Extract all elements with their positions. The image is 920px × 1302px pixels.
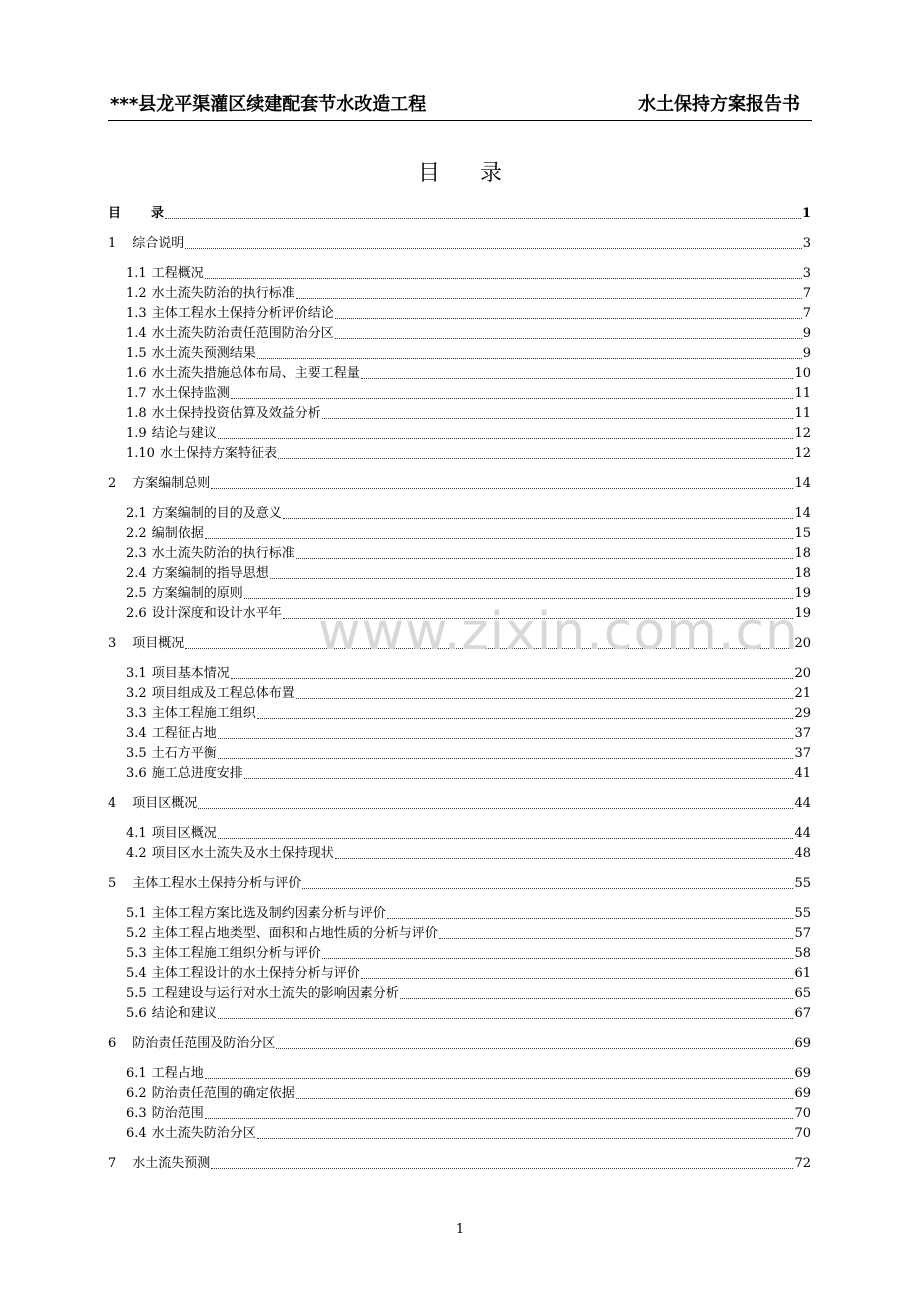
toc-entry-number: 5.5 <box>126 986 147 1001</box>
toc-subsection-row[interactable] <box>126 566 811 582</box>
toc-entry-number: 1.4 <box>126 326 147 341</box>
toc-entry-label <box>126 846 334 862</box>
toc-entry-number: 6 <box>108 1036 117 1051</box>
toc-entry-number: 1.8 <box>126 406 147 421</box>
toc-dot-leader <box>205 527 794 539</box>
toc-entry-label <box>126 426 217 442</box>
toc-dot-leader <box>296 547 794 559</box>
toc-entry-label <box>126 1066 204 1082</box>
toc-dot-leader <box>296 687 794 699</box>
toc-entry-text: 施工总进度安排 <box>151 766 243 781</box>
toc-entry-number: 1.7 <box>126 386 147 401</box>
toc-dot-leader <box>205 1067 794 1079</box>
toc-dot-leader <box>218 727 794 739</box>
toc-dot-leader <box>257 347 802 359</box>
toc-dot-leader <box>205 1107 794 1119</box>
toc-entry-label <box>126 1086 295 1102</box>
toc-entry-text: 水土流失防治分区 <box>151 1126 256 1141</box>
toc-entry-text: 项目区水土流失及水土保持现状 <box>151 846 334 861</box>
toc-entry-text: 主体工程施工组织 <box>151 706 256 721</box>
toc-entry-number: 2.4 <box>126 566 147 581</box>
toc-entry-label <box>126 586 243 602</box>
toc-entry-text: 水土流失防治的执行标准 <box>151 286 295 301</box>
toc-entry-text: 项目基本情况 <box>151 666 230 681</box>
toc-page-number: 70 <box>794 1126 811 1141</box>
toc-entry-text: 方案编制的原则 <box>151 586 243 601</box>
toc-page-number: 3 <box>802 236 811 251</box>
toc-page-number: 55 <box>794 906 811 921</box>
toc-dot-leader <box>361 367 794 379</box>
toc-entry-label <box>126 726 217 742</box>
toc-entry-text: 方案编制的目的及意义 <box>151 506 282 521</box>
toc-entry-number: 5.4 <box>126 966 147 981</box>
toc-section-row[interactable] <box>108 236 811 252</box>
toc-entry-label <box>108 876 301 892</box>
toc-entry-number: 3.2 <box>126 686 147 701</box>
toc-entry-label <box>126 386 230 402</box>
toc-entry-text: 录 <box>151 206 165 221</box>
toc-entry-number: 1.9 <box>126 426 147 441</box>
toc-page-number: 69 <box>794 1066 811 1081</box>
toc-entry-label <box>108 796 197 812</box>
toc-dot-leader <box>185 237 801 249</box>
toc-section-row[interactable] <box>108 796 811 812</box>
toc-entry-text: 主体工程设计的水土保持分析与评价 <box>151 966 360 981</box>
toc-entry-text: 工程占地 <box>151 1066 204 1081</box>
toc-dot-leader <box>361 967 794 979</box>
toc-dot-leader <box>283 507 794 519</box>
toc-dot-leader <box>322 947 794 959</box>
toc-entry-text: 水土保持投资估算及效益分析 <box>151 406 321 421</box>
toc-entry-number: 4.1 <box>126 826 147 841</box>
toc-dot-leader <box>165 207 801 219</box>
toc-entry-number: 目 <box>108 206 122 221</box>
toc-entry-label <box>126 906 386 922</box>
toc-page-number: 12 <box>794 426 811 441</box>
toc-entry-label <box>126 346 256 362</box>
toc-entry-text: 结论与建议 <box>151 426 217 441</box>
toc-entry-number: 2.2 <box>126 526 147 541</box>
header-document-type: 水土保持方案报告书 <box>638 94 800 115</box>
toc-entry-number: 5.6 <box>126 1006 147 1021</box>
toc-subsection-row[interactable] <box>126 446 811 462</box>
toc-entry-text: 编制依据 <box>151 526 204 541</box>
toc-entry-number: 3 <box>108 636 117 651</box>
toc-entry-text: 水土流失防治责任范围防治分区 <box>151 326 334 341</box>
toc-dot-leader <box>278 447 793 459</box>
toc-entry-number: 3.4 <box>126 726 147 741</box>
toc-page-number: 70 <box>794 1106 811 1121</box>
toc-entry-number: 4 <box>108 796 117 811</box>
toc-subsection-row[interactable] <box>126 586 811 602</box>
toc-entry-number: 1.3 <box>126 306 147 321</box>
toc-page-number: 14 <box>794 506 811 521</box>
toc-entry-text: 主体工程水土保持分析评价结论 <box>151 306 334 321</box>
toc-entry-label <box>126 326 334 342</box>
toc-entry-text: 结论和建议 <box>151 1006 217 1021</box>
watermark: www.zixin.com.cn <box>318 602 799 662</box>
toc-page-number: 58 <box>794 946 811 961</box>
toc-dot-leader <box>244 767 794 779</box>
toc-entry-text: 项目区概况 <box>132 796 198 811</box>
toc-page-number: 61 <box>794 966 811 981</box>
toc-subsection-row[interactable] <box>126 266 811 282</box>
toc-dot-leader <box>231 387 794 399</box>
toc-entry-label <box>108 1156 210 1172</box>
toc-entry-text: 水土保持方案特征表 <box>159 446 277 461</box>
toc-entry-label <box>126 566 269 582</box>
toc-entry-number: 1.1 <box>126 266 147 281</box>
toc-page-number: 37 <box>794 726 811 741</box>
toc-page-number: 19 <box>794 606 811 621</box>
toc-page-number: 10 <box>794 366 811 381</box>
toc-page-number: 20 <box>794 636 811 651</box>
toc-entry-label <box>108 636 184 652</box>
toc-entry-label <box>108 1036 275 1052</box>
toc-entry-text: 防治责任范围的确定依据 <box>151 1086 295 1101</box>
page-title: 目录 <box>417 161 542 186</box>
toc-entry-text: 水土流失预测 <box>132 1156 211 1171</box>
toc-section-row[interactable] <box>108 1156 811 1172</box>
toc-page-number: 67 <box>794 1006 811 1021</box>
toc-page-number: 69 <box>794 1036 811 1051</box>
toc-subsection-row[interactable] <box>126 546 811 562</box>
toc-entry-label <box>126 706 256 722</box>
toc-dot-leader <box>218 427 794 439</box>
toc-entry-number: 5.3 <box>126 946 147 961</box>
toc-entry-label <box>126 986 399 1002</box>
toc-entry-label <box>126 266 204 282</box>
toc-subsection-row[interactable] <box>126 406 811 422</box>
toc-section-row[interactable] <box>108 1036 811 1052</box>
toc-entry-number: 5.1 <box>126 906 147 921</box>
toc-dot-leader <box>218 747 794 759</box>
toc-entry-label <box>126 946 321 962</box>
toc-dot-leader <box>257 707 794 719</box>
toc-entry-number: 2.3 <box>126 546 147 561</box>
toc-entry-number: 6.3 <box>126 1106 147 1121</box>
toc-page-number: 15 <box>794 526 811 541</box>
toc-dot-leader <box>296 287 802 299</box>
toc-page-number: 21 <box>794 686 811 701</box>
toc-page-number: 11 <box>794 406 811 421</box>
page-header <box>108 94 812 121</box>
toc-subsection-row[interactable] <box>126 766 811 782</box>
toc-entry-text: 土石方平衡 <box>151 746 217 761</box>
toc-entry-text: 主体工程水土保持分析与评价 <box>132 876 302 891</box>
toc-subsection-row[interactable] <box>126 1106 811 1122</box>
toc-dot-leader <box>211 1157 793 1169</box>
toc-subsection-row[interactable] <box>126 1006 811 1022</box>
toc-subsection-row[interactable] <box>126 366 811 382</box>
toc-dot-leader <box>198 797 793 809</box>
toc-entry-text: 方案编制的指导思想 <box>151 566 269 581</box>
toc-entry-label <box>126 746 217 762</box>
toc-page-number: 41 <box>794 766 811 781</box>
toc-subsection-row[interactable] <box>126 686 811 702</box>
toc-entry-number: 6.2 <box>126 1086 147 1101</box>
toc-subsection-row[interactable] <box>126 666 811 682</box>
toc-entry-number: 5.2 <box>126 926 147 941</box>
toc-entry-text: 水土保持监测 <box>151 386 230 401</box>
toc-page-number: 18 <box>794 546 811 561</box>
toc-entry-label <box>126 766 243 782</box>
toc-entry-number: 1.10 <box>126 446 155 461</box>
toc-section-row[interactable] <box>108 876 811 892</box>
toc-entry-number: 5 <box>108 876 117 891</box>
toc-entry-number: 3.1 <box>126 666 147 681</box>
toc-subsection-row[interactable] <box>126 966 811 982</box>
toc-entry-text: 项目组成及工程总体布置 <box>151 686 295 701</box>
toc-entry-text: 主体工程方案比选及制约因素分析与评价 <box>151 906 386 921</box>
toc-entry-text: 项目区概况 <box>151 826 217 841</box>
toc-entry-label <box>126 826 217 842</box>
toc-entry-number: 2 <box>108 476 117 491</box>
toc-subsection-row[interactable] <box>126 846 811 862</box>
toc-entry-text: 方案编制总则 <box>132 476 211 491</box>
toc-dot-leader <box>387 907 794 919</box>
toc-page-number: 3 <box>802 266 811 281</box>
toc-subsection-row[interactable] <box>126 906 811 922</box>
toc-subsection-row[interactable] <box>126 706 811 722</box>
toc-entry-label <box>126 526 204 542</box>
toc-page-number: 18 <box>794 566 811 581</box>
toc-page-number: 20 <box>794 666 811 681</box>
toc-dot-leader <box>218 1007 794 1019</box>
toc-entry-label <box>126 446 277 462</box>
toc-dot-leader <box>335 307 802 319</box>
toc-entry-text: 工程概况 <box>151 266 204 281</box>
toc-subsection-row[interactable] <box>126 506 811 522</box>
toc-entry-text: 防治范围 <box>151 1106 204 1121</box>
toc-page-number: 11 <box>794 386 811 401</box>
toc-entry-number: 1 <box>108 236 117 251</box>
toc-entry-label <box>126 966 360 982</box>
toc-subsection-row[interactable] <box>126 526 811 542</box>
toc-entry-label <box>126 1006 217 1022</box>
toc-dot-leader <box>270 567 794 579</box>
toc-subsection-row[interactable] <box>126 386 811 402</box>
toc-page-number: 7 <box>802 286 811 301</box>
toc-dot-leader <box>244 587 794 599</box>
toc-page-number: 48 <box>794 846 811 861</box>
toc-dot-leader <box>257 1127 794 1139</box>
toc-entry-label <box>126 506 282 522</box>
toc-entry-number: 7 <box>108 1156 117 1171</box>
toc-subsection-row[interactable] <box>126 426 811 442</box>
toc-subsection-row[interactable] <box>126 346 811 362</box>
toc-dot-leader <box>218 827 794 839</box>
toc-subsection-row[interactable] <box>126 1066 811 1082</box>
toc-entry-text: 工程建设与运行对水土流失的影响因素分析 <box>151 986 399 1001</box>
toc-entry-label <box>108 206 164 222</box>
toc-dot-leader <box>335 327 802 339</box>
toc-dot-leader <box>205 267 802 279</box>
toc-entry-label <box>108 476 210 492</box>
toc-entry-label <box>126 926 438 942</box>
toc-entry-label <box>126 686 295 702</box>
toc-entry-text: 水土流失防治的执行标准 <box>151 546 295 561</box>
toc-page-number: 44 <box>794 796 811 811</box>
toc-entry-number: 6.4 <box>126 1126 147 1141</box>
toc-dot-leader <box>302 877 793 889</box>
toc-subsection-row[interactable] <box>126 286 811 302</box>
toc-dot-leader <box>400 987 794 999</box>
toc-subsection-row[interactable] <box>126 306 811 322</box>
toc-entry-number: 3.6 <box>126 766 147 781</box>
toc-entry-text: 主体工程占地类型、面积和占地性质的分析与评价 <box>151 926 438 941</box>
toc-entry-label <box>126 366 360 382</box>
toc-entry-number: 3.3 <box>126 706 147 721</box>
toc-page-number: 44 <box>794 826 811 841</box>
toc-page-number: 29 <box>794 706 811 721</box>
toc-page-number: 9 <box>802 346 811 361</box>
toc-subsection-row[interactable] <box>126 746 811 762</box>
toc-entry-number: 6.1 <box>126 1066 147 1081</box>
toc-entry-number: 2.6 <box>126 606 147 621</box>
toc-entry-text: 项目概况 <box>132 636 185 651</box>
toc-entry-label <box>126 306 334 322</box>
toc-section-row[interactable] <box>108 476 811 492</box>
toc-entry-label <box>126 406 321 422</box>
toc-entry-number: 2.5 <box>126 586 147 601</box>
toc-entry-label <box>126 546 295 562</box>
toc-entry-number: 2.1 <box>126 506 147 521</box>
toc-dot-leader <box>322 407 794 419</box>
toc-entry-text: 设计深度和设计水平年 <box>151 606 282 621</box>
toc-section-row[interactable] <box>108 206 811 222</box>
toc-entry-number: 1.6 <box>126 366 147 381</box>
toc-subsection-row[interactable] <box>126 986 811 1002</box>
toc-entry-label <box>126 286 295 302</box>
toc-page-number: 55 <box>794 876 811 891</box>
toc-page-number: 14 <box>794 476 811 491</box>
header-project-name: ***县龙平渠灌区续建配套节水改造工程 <box>110 94 427 115</box>
toc-subsection-row[interactable] <box>126 326 811 342</box>
toc-entry-number: 1.5 <box>126 346 147 361</box>
toc-subsection-row[interactable] <box>126 826 811 842</box>
toc-entry-label <box>126 666 230 682</box>
toc-subsection-row[interactable] <box>126 1126 811 1142</box>
toc-dot-leader <box>296 1087 794 1099</box>
toc-dot-leader <box>231 667 794 679</box>
toc-subsection-row[interactable] <box>126 946 811 962</box>
toc-dot-leader <box>335 847 794 859</box>
toc-entry-text: 水土流失预测结果 <box>151 346 256 361</box>
toc-entry-text: 主体工程施工组织分析与评价 <box>151 946 321 961</box>
toc-dot-leader <box>211 477 793 489</box>
page-number: 1 <box>455 1222 465 1237</box>
toc-entry-number: 1.2 <box>126 286 147 301</box>
toc-entry-label <box>108 236 184 252</box>
toc-entry-text: 水土流失措施总体布局、主要工程量 <box>151 366 360 381</box>
toc-dot-leader <box>439 927 794 939</box>
toc-page-number: 9 <box>802 326 811 341</box>
toc-entry-text: 工程征占地 <box>151 726 217 741</box>
toc-page-number: 69 <box>794 1086 811 1101</box>
toc-entry-label <box>126 1106 204 1122</box>
toc-page-number: 1 <box>801 206 811 221</box>
toc-entry-label <box>126 606 282 622</box>
toc-page-number: 57 <box>794 926 811 941</box>
toc-page-number: 12 <box>794 446 811 461</box>
toc-page-number: 7 <box>802 306 811 321</box>
toc-subsection-row[interactable] <box>126 926 811 942</box>
toc-subsection-row[interactable] <box>126 1086 811 1102</box>
toc-entry-text: 防治责任范围及防治分区 <box>132 1036 276 1051</box>
toc-page-number: 72 <box>794 1156 811 1171</box>
toc-entry-label <box>126 1126 256 1142</box>
toc-dot-leader <box>276 1037 793 1049</box>
toc-page-number: 65 <box>794 986 811 1001</box>
toc-subsection-row[interactable] <box>126 726 811 742</box>
toc-entry-text: 综合说明 <box>132 236 185 251</box>
toc-entry-number: 3.5 <box>126 746 147 761</box>
toc-page-number: 19 <box>794 586 811 601</box>
toc-entry-number: 4.2 <box>126 846 147 861</box>
toc-page-number: 37 <box>794 746 811 761</box>
